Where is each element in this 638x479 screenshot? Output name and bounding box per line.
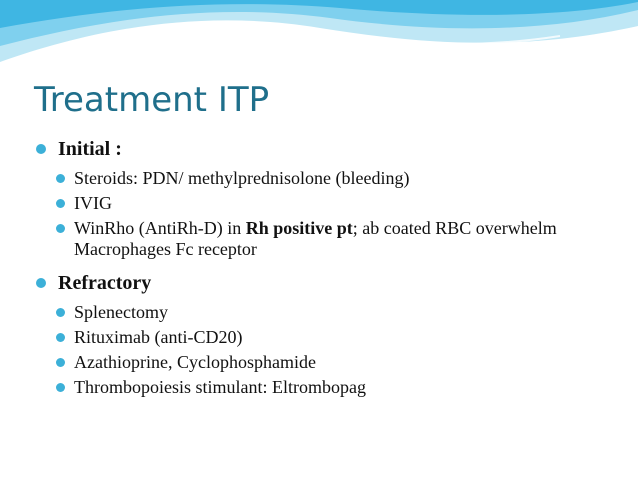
list-item bbox=[56, 218, 616, 260]
header-wave-decoration bbox=[0, 0, 638, 80]
list-item-text: Splenectomy bbox=[74, 302, 168, 322]
list-item bbox=[56, 193, 616, 214]
list-item-text-after: ; ab coated RBC overwhelm Macrophages Fc receptor bbox=[74, 218, 557, 259]
bullet-icon bbox=[56, 224, 65, 233]
list-item-text: Azathioprine, Cyclophosphamide bbox=[74, 352, 316, 372]
bullet-icon bbox=[56, 358, 65, 367]
bullet-icon bbox=[56, 333, 65, 342]
section-initial bbox=[36, 136, 616, 162]
bullet-icon bbox=[36, 278, 46, 288]
list-item bbox=[56, 327, 616, 348]
list-item-text: Rituximab (anti-CD20) bbox=[74, 327, 243, 347]
section-heading: Initial : bbox=[58, 138, 122, 160]
list-item-text: IVIG bbox=[74, 193, 112, 213]
list-item bbox=[56, 377, 616, 398]
bullet-icon bbox=[56, 308, 65, 317]
bullet-icon bbox=[36, 144, 46, 154]
bullet-icon bbox=[56, 199, 65, 208]
section-refractory bbox=[36, 270, 616, 296]
bullet-icon bbox=[56, 383, 65, 392]
section-heading: Refractory bbox=[58, 272, 152, 294]
bullet-icon bbox=[56, 174, 65, 183]
list-item bbox=[56, 352, 616, 373]
list-item-text: Steroids: PDN/ methylprednisolone (bleeding) bbox=[74, 168, 410, 188]
list-item-text-before: WinRho (AntiRh-D) in bbox=[74, 218, 246, 238]
list-item bbox=[56, 302, 616, 323]
list-item-text-bold: Rh positive pt bbox=[245, 218, 353, 238]
list-item-text: Thrombopoiesis stimulant: Eltrombopag bbox=[74, 377, 366, 397]
bullet-list bbox=[36, 136, 616, 402]
slide-title: Treatment ITP bbox=[34, 80, 270, 120]
list-item bbox=[56, 168, 616, 189]
